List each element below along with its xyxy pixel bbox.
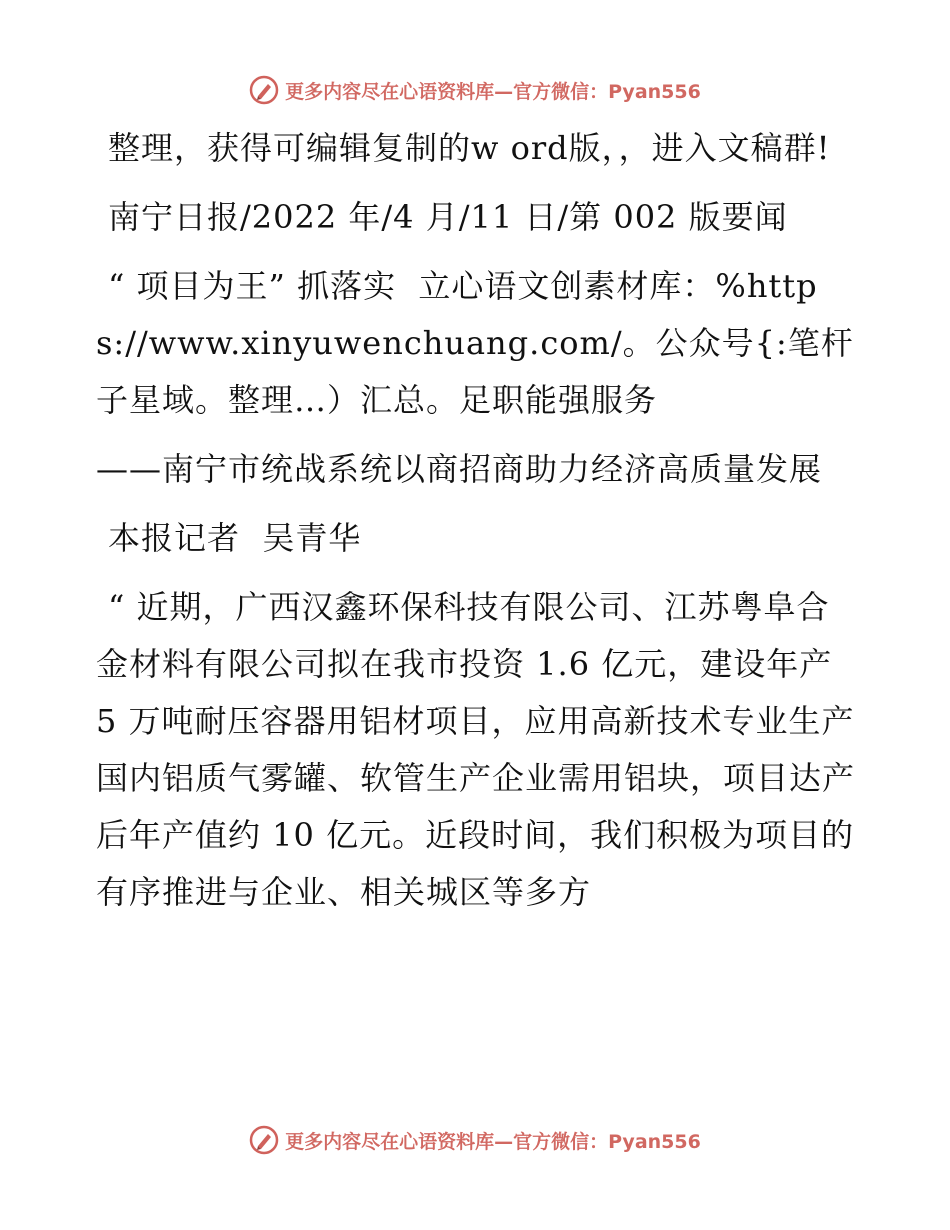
watermark-footer: [0, 1120, 950, 1160]
pen-emblem-icon: [249, 1125, 279, 1155]
watermark-header: [0, 70, 950, 110]
pen-emblem-icon: [249, 75, 279, 105]
body-paragraph: “ 近期，广西汉鑫环保科技有限公司、江苏粤阜合金材料有限公司拟在我市投资 1.6 亿元，建设年产 5 万吨耐压容器用铝材项目，应用高新技术专业生产国内铝质气雾罐、软管生产企业需用铝块，项目达产后年产值约 10 亿元。近段时间，我们积极为项目的有序推进与企业、相关城区等多方: [96, 588, 856, 911]
document-body: [96, 120, 856, 921]
headline: “ 项目为王” 抓落实 立心语文创素材库：%https://www.xinyuwenchuang.com/。公众号{:笔杆子星域。整理…）汇总。足职能强服务: [96, 267, 854, 419]
watermark-text: 更多内容尽在心语资料库—官方微信：Pyan556: [285, 1130, 701, 1153]
intro-paragraph: 整理，获得可编辑复制的w ord版，，进入文稿群!: [108, 129, 831, 167]
source-line: 南宁日报/2022 年/4 月/11 日/第 002 版要闻: [108, 198, 788, 236]
byline: 本报记者 吴青华: [108, 519, 362, 557]
watermark-text: 更多内容尽在心语资料库—官方微信：Pyan556: [285, 80, 701, 103]
subtitle: ——南宁市统战系统以商招商助力经济高质量发展: [96, 450, 823, 488]
